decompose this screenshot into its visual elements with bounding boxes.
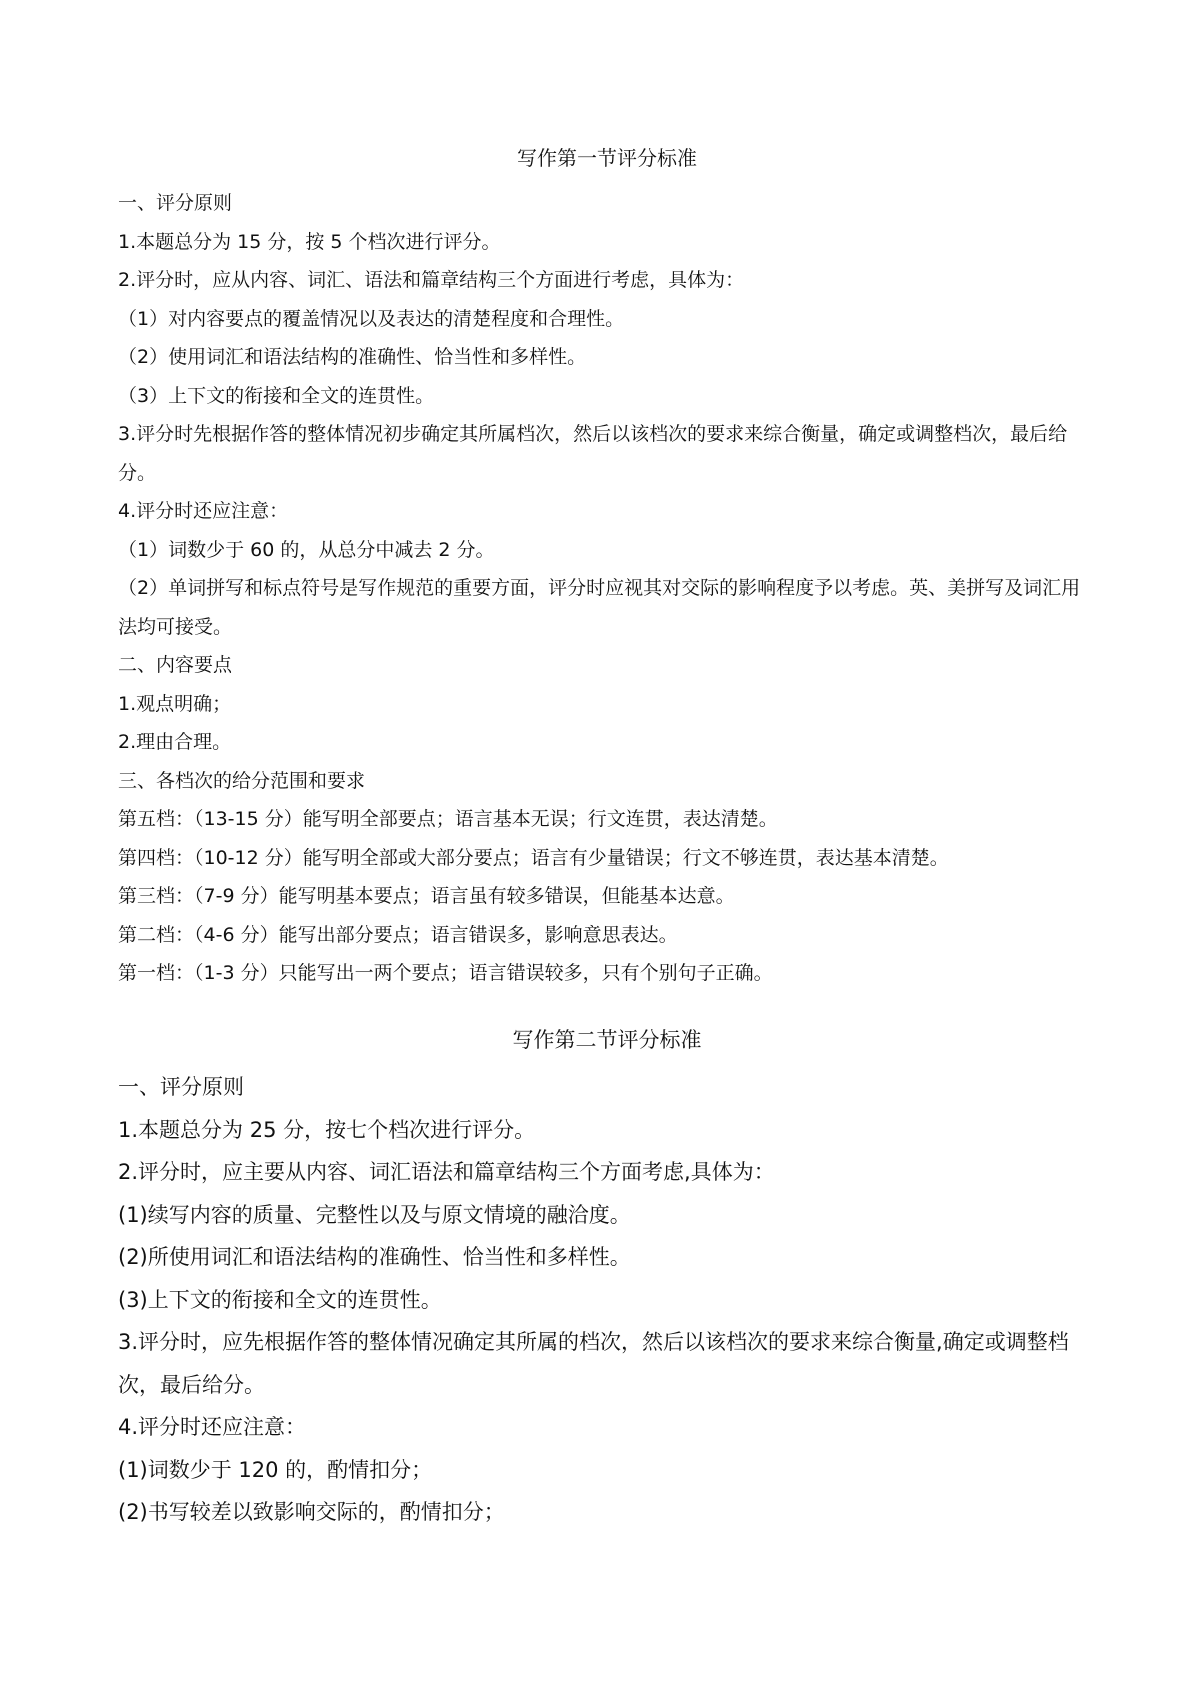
rule-total-score: 1.本题总分为 15 分，按 5 个档次进行评分。	[118, 230, 501, 253]
grade-band-1: 第一档：（1-3 分）只能写出一两个要点；语言错误较多，只有个别句子正确。	[118, 962, 773, 984]
aspect-coherence: （3）上下文的衔接和全文的连贯性。	[118, 384, 435, 407]
rule-total-score: 1.本题总分为 25 分，按七个档次进行评分。	[118, 1117, 536, 1142]
rule-grading-procedure: 3.评分时，应先根据作答的整体情况确定其所属的档次，然后以该档次的要求来综合衡量,确定或调整档次，最后给分。	[118, 1330, 1069, 1397]
rule-notes-heading: 4.评分时还应注意：	[118, 500, 289, 522]
section-writing-part-2	[118, 1028, 1096, 1534]
grade-band-4: 第四档：（10-12 分）能写明全部或大部分要点；语言有少量错误；行文不够连贯，表达基本清楚。	[118, 846, 949, 869]
note-word-count: (1)词数少于 120 的，酌情扣分；	[118, 1457, 433, 1482]
aspect-content: （1）对内容要点的覆盖情况以及表达的清楚程度和合理性。	[118, 307, 625, 330]
section-title: 写作第一节评分标准	[517, 146, 697, 170]
heading-scoring-principles: 一、评分原则	[118, 192, 233, 214]
note-spelling-punctuation: （2）单词拼写和标点符号是写作规范的重要方面，评分时应视其对交际的影响程度予以考虑。英、美拼写及词汇用法均可接受。	[118, 577, 1081, 638]
rule-grading-procedure: 3.评分时先根据作答的整体情况初步确定其所属档次，然后以该档次的要求来综合衡量，确定或调整档次，最后给分。	[118, 423, 1068, 484]
aspect-continuation-quality: (1)续写内容的质量、完整性以及与原文情境的融洽度。	[118, 1202, 631, 1227]
aspect-vocabulary-grammar: （2）使用词汇和语法结构的准确性、恰当性和多样性。	[118, 346, 587, 368]
grade-band-2: 第二档：（4-6 分）能写出部分要点；语言错误多，影响意思表达。	[118, 923, 678, 946]
aspect-vocabulary-grammar: (2)所使用词汇和语法结构的准确性、恰当性和多样性。	[118, 1245, 631, 1269]
grade-band-5: 第五档：（13-15 分）能写明全部要点；语言基本无误；行文连贯，表达清楚。	[118, 808, 778, 830]
point-reasonable: 2.理由合理。	[118, 731, 232, 753]
aspect-coherence: (3)上下文的衔接和全文的连贯性。	[118, 1287, 442, 1312]
rule-evaluation-aspects: 2.评分时，应从内容、词汇、语法和篇章结构三个方面进行考虑，具体为：	[118, 269, 745, 291]
grade-band-3: 第三档：（7-9 分）能写明基本要点；语言虽有较多错误，但能基本达意。	[118, 885, 735, 907]
point-clear-view: 1.观点明确；	[118, 692, 232, 715]
heading-content-points: 二、内容要点	[118, 654, 233, 676]
rule-notes-heading: 4.评分时还应注意：	[118, 1415, 307, 1439]
note-handwriting: (2)书写较差以致影响交际的，酌情扣分；	[118, 1500, 505, 1524]
note-word-count: （1）词数少于 60 的，从总分中减去 2 分。	[118, 538, 495, 561]
heading-scoring-principles: 一、评分原则	[118, 1075, 244, 1099]
rule-evaluation-aspects: 2.评分时，应主要从内容、词汇语法和篇章结构三个方面考虑,具体为：	[118, 1160, 775, 1184]
section-title: 写作第二节评分标准	[512, 1028, 702, 1052]
section-writing-part-1	[118, 146, 1096, 993]
heading-grade-bands: 三、各档次的给分范围和要求	[118, 769, 366, 792]
